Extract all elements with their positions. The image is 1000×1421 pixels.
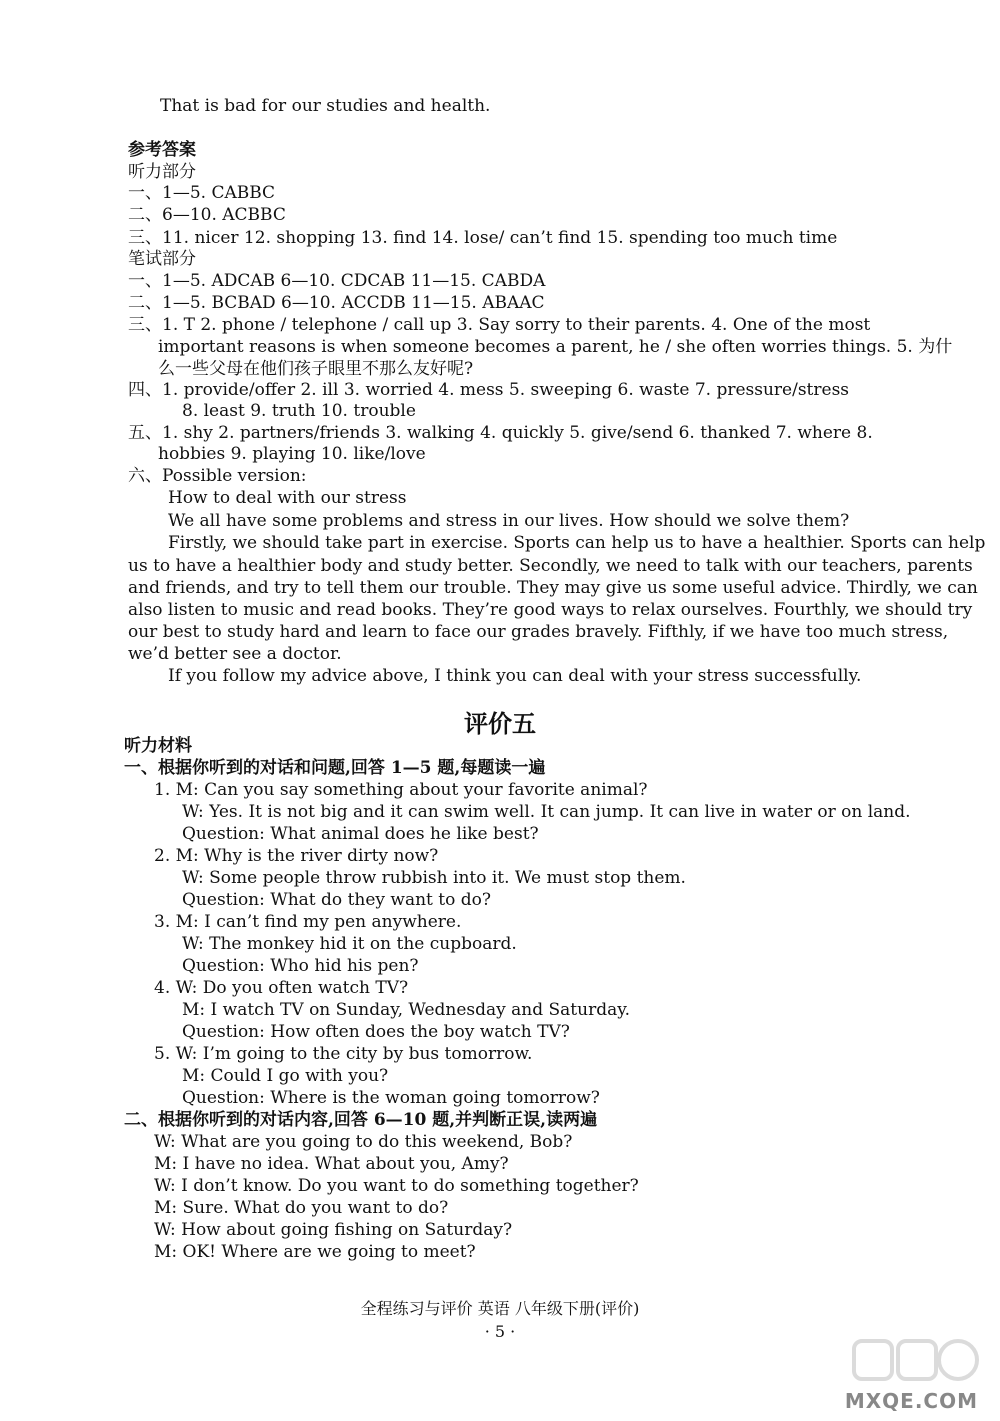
dialogue-line: W: Yes. It is not big and it can swim well. It can jump. It can live in water or on land. <box>182 802 911 822</box>
dialogue-line: W: Some people throw rubbish into it. We must stop them. <box>182 868 686 888</box>
dialogue-line: W: I don’t know. Do you want to do something together? <box>154 1176 639 1196</box>
dialogue-line: M: Sure. What do you want to do? <box>154 1198 449 1218</box>
section-label: 听力部分 <box>128 162 196 182</box>
essay-line: we’d better see a doctor. <box>128 644 342 664</box>
dialogue-line: W: The monkey hid it on the cupboard. <box>182 934 517 954</box>
dialogue-line: 2. M: Why is the river dirty now? <box>154 846 439 866</box>
listening-heading: 听力材料 <box>124 736 192 756</box>
section-title: 评价五 <box>464 709 536 738</box>
dialogue-line: 5. W: I’m going to the city by bus tomorrow. <box>154 1044 533 1064</box>
dialogue-line: Question: What animal does he like best? <box>182 824 539 844</box>
answer-line: 五、1. shy 2. partners/friends 3. walking 4. quickly 5. give/send 6. thanked 7. where 8. <box>128 423 873 443</box>
footer-book-title: 全程练习与评价 英语 八年级下册(评价) <box>360 1299 640 1318</box>
answer-line: important reasons is when someone becomes a parent, he / she often worries things. 5. 为什 <box>158 337 953 357</box>
answer-line: 一、1—5. ADCAB 6—10. CDCAB 11—15. CABDA <box>128 271 546 291</box>
dialogue-line: W: How about going fishing on Saturday? <box>154 1220 513 1240</box>
dialogue-line: 3. M: I can’t find my pen anywhere. <box>154 912 462 932</box>
dialogue-line: Question: Where is the woman going tomorrow? <box>182 1088 600 1108</box>
answer-line: 一、1—5. CABBC <box>128 183 276 203</box>
essay-line: We all have some problems and stress in our lives. How should we solve them? <box>168 511 850 531</box>
watermark-text: MXQE.COM <box>844 1389 978 1413</box>
essay-line: and friends, and try to tell them our trouble. They may give us some useful advice. Thirdly, we can <box>128 578 978 598</box>
essay-line: Firstly, we should take part in exercise. Sports can help us to have a healthier. Sports can help <box>168 533 986 553</box>
essay-line: us to have a healthier body and study better. Secondly, we need to talk with our teachers, parents <box>128 556 973 576</box>
dialogue-line: W: What are you going to do this weekend, Bob? <box>154 1132 573 1152</box>
section-label: 笔试部分 <box>128 249 196 269</box>
dialogue-line: 4. W: Do you often watch TV? <box>154 978 409 998</box>
dialogue-line: M: I watch TV on Sunday, Wednesday and Saturday. <box>182 1000 630 1020</box>
answer-line: 三、1. T 2. phone / telephone / call up 3. Say sorry to their parents. 4. One of the most <box>128 315 871 335</box>
answer-heading: 参考答案 <box>128 140 196 160</box>
question-heading: 一、根据你听到的对话和问题,回答 1—5 题,每题读一遍 <box>124 758 546 778</box>
answer-line: 8. least 9. truth 10. trouble <box>182 401 416 421</box>
answer-line: 二、1—5. BCBAD 6—10. ACCDB 11—15. ABAAC <box>128 293 545 313</box>
answer-line: 四、1. provide/offer 2. ill 3. worried 4. mess 5. sweeping 6. waste 7. pressure/stress <box>128 380 850 400</box>
page-number: · 5 · <box>484 1322 516 1341</box>
essay-line: our best to study hard and learn to face our grades bravely. Fifthly, if we have too much stress, <box>128 622 949 642</box>
essay-line: also listen to music and read books. They’re good ways to relax ourselves. Fourthly, we should try <box>128 600 973 620</box>
answer-line: 三、11. nicer 12. shopping 13. find 14. lose/ can’t find 15. spending too much time <box>128 228 838 248</box>
dialogue-line: M: I have no idea. What about you, Amy? <box>154 1154 509 1174</box>
essay-title: How to deal with our stress <box>168 488 407 508</box>
text-line: That is bad for our studies and health. <box>160 96 491 116</box>
essay-line: If you follow my advice above, I think you can deal with your stress successfully. <box>168 666 862 686</box>
dialogue-line: Question: What do they want to do? <box>182 890 491 910</box>
dialogue-line: M: OK! Where are we going to meet? <box>154 1242 476 1262</box>
dialogue-line: 1. M: Can you say something about your favorite animal? <box>154 780 648 800</box>
answer-line: 么一些父母在他们孩子眼里不那么友好呢? <box>158 359 474 379</box>
question-heading: 二、根据你听到的对话内容,回答 6—10 题,并判断正误,读两遍 <box>124 1110 598 1130</box>
dialogue-line: M: Could I go with you? <box>182 1066 389 1086</box>
answer-line: 六、Possible version: <box>128 466 307 486</box>
dialogue-line: Question: Who hid his pen? <box>182 956 419 976</box>
answer-line: hobbies 9. playing 10. like/love <box>158 444 426 464</box>
dialogue-line: Question: How often does the boy watch TV? <box>182 1022 570 1042</box>
answer-line: 二、6—10. ACBBC <box>128 205 286 225</box>
